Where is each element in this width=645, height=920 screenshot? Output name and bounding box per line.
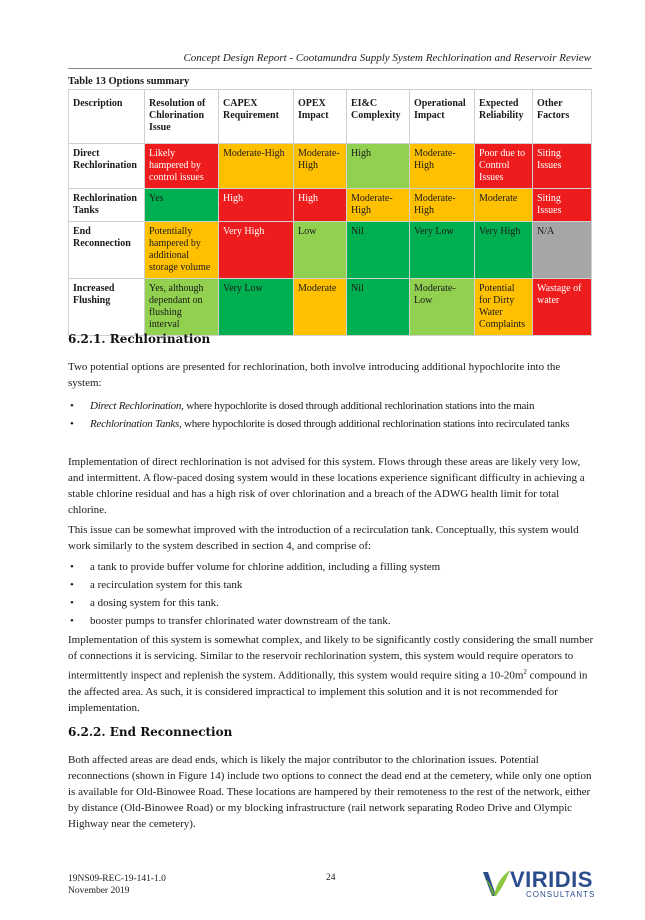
table-cell: High — [294, 189, 347, 222]
option-description: where hypochlorite is dosed through additional rechlorination stations into recirculated tanks — [181, 418, 570, 430]
table-cell: Poor due to Control Issues — [475, 144, 533, 189]
table-cell: Moderate — [294, 279, 347, 336]
table-cell: Moderate-High — [219, 144, 294, 189]
row-label: Rechlorination Tanks — [69, 189, 145, 222]
list-item — [68, 398, 594, 414]
table-cell: Likely hampered by control issues — [145, 144, 219, 189]
column-header: Resolution of Chlorination Issue — [145, 90, 219, 144]
paragraph-implementation — [68, 632, 594, 716]
components-list — [68, 559, 594, 631]
header-divider — [68, 68, 592, 69]
list-item-text: booster pumps to transfer chlorinated water downstream of the tank. — [90, 615, 391, 627]
paragraph-direct-rechlorination: Implementation of direct rechlorination is not advised for this system. Flows through these areas are likely very low, and intermittent. A flow-paced dosing system would in these locations experience significant difficulty in achieving a stable chlorine residual and has a high risk of over chlorination and a breach of the ADWG health limit for total chlorine. — [68, 456, 585, 516]
option-name: Rechlorination Tanks, — [90, 418, 182, 430]
paragraph-recirculation-tank: This issue can be somewhat improved with the introduction of a recirculation tank. Conceptually, this system would work similarly to the system described in section 4, and comprise of: — [68, 524, 579, 552]
row-label: Direct Rechlorination — [69, 144, 145, 189]
table-cell: Moderate-Low — [410, 279, 475, 336]
list-item — [68, 577, 594, 593]
column-header: OPEX Impact — [294, 90, 347, 144]
table-cell: Very High — [475, 222, 533, 279]
column-header: Description — [69, 90, 145, 144]
footer-doc-info — [68, 873, 166, 897]
table-cell: Very High — [219, 222, 294, 279]
paragraph-intro: Two potential options are presented for rechlorination, both involve introducing additional hypochlorite into the system: — [68, 361, 561, 389]
table-cell: Yes, although dependant on flushing interval — [145, 279, 219, 336]
bullet-icon: • — [70, 400, 74, 412]
table-cell: Wastage of water — [533, 279, 592, 336]
bullet-icon: • — [70, 561, 74, 573]
table-cell: High — [219, 189, 294, 222]
list-item-text: a tank to provide buffer volume for chlorine addition, including a filling system — [90, 561, 441, 573]
table-cell: Nil — [347, 222, 410, 279]
table-cell: Moderate-High — [410, 189, 475, 222]
list-item — [68, 559, 594, 575]
table-cell: Moderate-High — [347, 189, 410, 222]
list-item — [68, 595, 594, 611]
table-cell: Siting Issues — [533, 189, 592, 222]
column-header: Operational Impact — [410, 90, 475, 144]
page-number: 24 — [326, 873, 336, 883]
viridis-logo — [480, 866, 596, 902]
table-row — [69, 144, 592, 189]
table-cell: N/A — [533, 222, 592, 279]
document-date: November 2019 — [68, 886, 130, 896]
document-id: 19NS09-REC-19-141-1.0 — [68, 874, 166, 884]
table-cell: Very Low — [410, 222, 475, 279]
paragraph-text: Implementation of this system is somewhat complex, and likely to be significantly costly considering the small number of connections it is servicing. Similar to the reservoir rechlorination system, this system would require operators to intermittently inspect and replenish the system. Additionally, this system would require siting a 10-20m — [68, 634, 594, 682]
paragraph-text: compound in the affected area. As such, it is considered impractical to implement this solution and it is not recommended for implementation. — [68, 669, 588, 714]
superscript: 2 — [523, 668, 527, 676]
table-row — [69, 189, 592, 222]
table-cell: Moderate-High — [410, 144, 475, 189]
bullet-icon: • — [70, 615, 74, 627]
bullet-icon: • — [70, 418, 74, 430]
logo-subtitle: CONSULTANTS — [526, 890, 596, 899]
option-description: where hypochlorite is dosed through additional rechlorination stations into the main — [183, 400, 535, 412]
bullet-icon: • — [70, 579, 74, 591]
table-cell: Yes — [145, 189, 219, 222]
table-row — [69, 222, 592, 279]
section-heading-rechlorination: 6.2.1. Rechlorination — [68, 332, 211, 346]
column-header: Expected Reliability — [475, 90, 533, 144]
table-cell: Siting Issues — [533, 144, 592, 189]
list-item-text: a recirculation system for this tank — [90, 579, 243, 591]
table-cell: Very Low — [219, 279, 294, 336]
row-label: End Reconnection — [69, 222, 145, 279]
table-row — [69, 279, 592, 336]
column-header: EI&C Complexity — [347, 90, 410, 144]
table-cell: High — [347, 144, 410, 189]
logo-wordmark: VIRIDIS — [510, 867, 593, 892]
viridis-v-leaf-icon — [480, 866, 512, 900]
options-list — [68, 398, 594, 434]
table-cell: Potentially hampered by additional storage volume — [145, 222, 219, 279]
table-cell: Moderate — [475, 189, 533, 222]
table-header-row — [69, 90, 592, 144]
option-name: Direct Rechlorination, — [90, 400, 184, 412]
running-header: Concept Design Report - Cootamundra Supply System Rechlorination and Reservoir Review — [183, 52, 591, 64]
table-cell: Moderate-High — [294, 144, 347, 189]
list-item — [68, 416, 594, 432]
list-item-text: a dosing system for this tank. — [90, 597, 219, 609]
section-heading-end-reconnection: 6.2.2. End Reconnection — [68, 725, 233, 739]
paragraph-end-reconnection: Both affected areas are dead ends, which is likely the major contributor to the chlorination issues. Potential reconnections (shown in Figure 14) include two options to connect the dead end at the cemetery, while only one option is available for Old-Binowee Road. These locations are hampered by their remoteness to the rest of the network, either by distance (Old-Binowee Road) or my blocking infrastructure (rail network separating Rodeo Drive and Olympic Highway near the cemetery). — [68, 754, 592, 830]
table-caption: Table 13 Options summary — [68, 76, 190, 87]
column-header: Other Factors — [533, 90, 592, 144]
bullet-icon: • — [70, 597, 74, 609]
table-cell: Low — [294, 222, 347, 279]
table-cell: Potential for Dirty Water Complaints — [475, 279, 533, 336]
table-cell: Nil — [347, 279, 410, 336]
row-label: Increased Flushing — [69, 279, 145, 336]
list-item — [68, 613, 594, 629]
options-summary-table — [68, 89, 592, 336]
column-header: CAPEX Requirement — [219, 90, 294, 144]
